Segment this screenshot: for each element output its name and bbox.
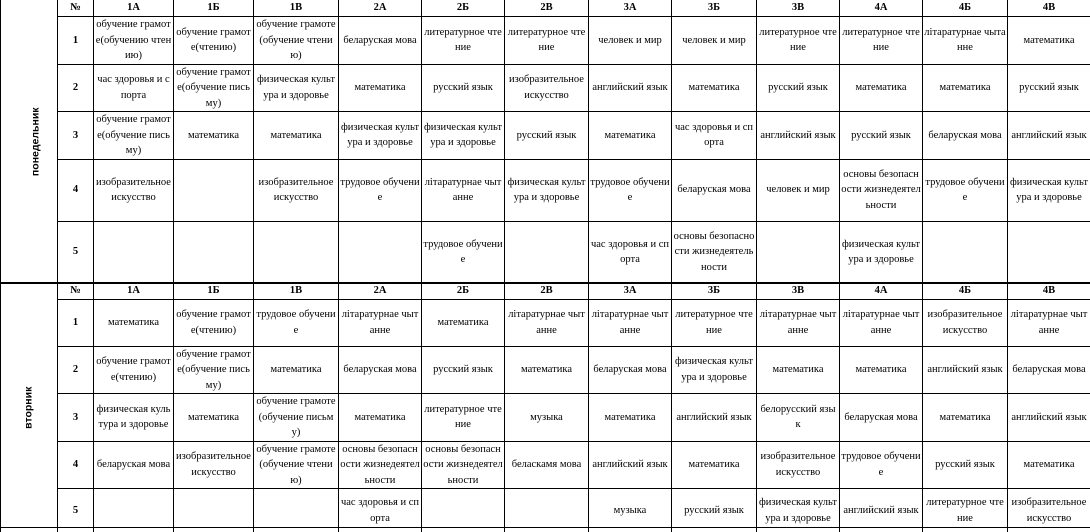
subject-cell: літаратурнае чытанне: [840, 299, 923, 346]
subject-cell: беларуская мова: [94, 441, 174, 489]
subject-cell: трудовое обучение: [589, 159, 672, 221]
subject-cell: изобразительное искусство: [923, 299, 1008, 346]
subject-cell: трудовое обучение: [339, 159, 422, 221]
subject-cell: литературное чтение: [757, 17, 840, 65]
subject-cell: обучение грамоте(обучение чтению): [254, 441, 339, 489]
subject-cell: физическая культура и здоровье: [254, 64, 339, 112]
subject-cell: человек и мир: [757, 159, 840, 221]
class-header: 1А: [94, 283, 174, 300]
timetable-tuesday: [0, 282, 1090, 532]
subject-cell: беларуская мова: [672, 159, 757, 221]
subject-cell: обучение грамоте(чтению): [174, 17, 254, 65]
subject-cell: трудовое обучение: [422, 221, 505, 283]
lesson-row: [1, 159, 1090, 221]
lesson-row: [1, 346, 1090, 394]
subject-cell: человек и мир: [672, 17, 757, 65]
subject-cell: изобразительное искусство: [1008, 489, 1090, 532]
subject-cell: беларуская мова: [589, 346, 672, 394]
subject-cell: русский язык: [422, 346, 505, 394]
class-header: 2В: [505, 0, 589, 17]
subject-cell: [339, 221, 422, 283]
subject-cell: основы безопасности жизнедеятельности: [339, 441, 422, 489]
subject-cell: физическая культура и здоровье: [840, 221, 923, 283]
subject-cell: математика: [923, 64, 1008, 112]
subject-cell: английский язык: [840, 489, 923, 532]
subject-cell: изобразительное искусство: [94, 159, 174, 221]
subject-cell: літаратурнае чытанне: [339, 299, 422, 346]
lesson-row: [1, 17, 1090, 65]
lesson-row: [1, 221, 1090, 283]
lesson-number: 2: [58, 64, 94, 112]
lesson-row: [1, 489, 1090, 532]
subject-cell: [505, 221, 589, 283]
lesson-row: [1, 394, 1090, 442]
class-header: 4Б: [923, 0, 1008, 17]
class-header: 3Б: [672, 0, 757, 17]
subject-cell: [505, 489, 589, 532]
subject-cell: літаратурнае чытанне: [757, 299, 840, 346]
lesson-number: 2: [58, 346, 94, 394]
subject-cell: математика: [339, 64, 422, 112]
subject-cell: літаратурнае чытанне: [1008, 299, 1090, 346]
class-header: 3А: [589, 283, 672, 300]
subject-cell: [174, 489, 254, 532]
subject-cell: литературное чтение: [422, 394, 505, 442]
subject-cell: обучение грамоте(обучение письму): [174, 64, 254, 112]
subject-cell: литературное чтение: [422, 17, 505, 65]
subject-cell: математика: [254, 112, 339, 160]
subject-cell: физическая культура и здоровье: [339, 112, 422, 160]
day-label: вторник: [22, 386, 35, 429]
subject-cell: обучение грамоте(обучение письму): [174, 346, 254, 394]
subject-cell: физическая культура и здоровье: [1008, 159, 1090, 221]
subject-cell: [1008, 221, 1090, 283]
class-header: 1Б: [174, 0, 254, 17]
subject-cell: английский язык: [1008, 112, 1090, 160]
subject-cell: изобразительное искусство: [505, 64, 589, 112]
lesson-number: 3: [58, 112, 94, 160]
subject-cell: [94, 221, 174, 283]
class-header: 1А: [94, 0, 174, 17]
subject-cell: музыка: [505, 394, 589, 442]
subject-cell: беларуская мова: [339, 17, 422, 65]
subject-cell: математика: [1008, 17, 1090, 65]
subject-cell: [757, 221, 840, 283]
lesson-number: 1: [58, 299, 94, 346]
lesson-number: 3: [58, 394, 94, 442]
subject-cell: обучение грамоте(обучение письму): [94, 112, 174, 160]
subject-cell: основы безопасности жизнедеятельности: [840, 159, 923, 221]
subject-cell: математика: [94, 299, 174, 346]
subject-cell: [174, 221, 254, 283]
class-header: 4В: [1008, 283, 1090, 300]
subject-cell: физическая культура и здоровье: [757, 489, 840, 532]
subject-cell: [254, 489, 339, 532]
day-cell: [1, 528, 58, 532]
subject-cell: английский язык: [757, 112, 840, 160]
lesson-number: 4: [58, 159, 94, 221]
subject-cell: трудовое обучение: [923, 159, 1008, 221]
subject-cell: час здоровья и спорта: [339, 489, 422, 532]
subject-cell: математика: [1008, 441, 1090, 489]
subject-cell: беларуская мова: [1008, 346, 1090, 394]
subject-cell: изобразительное искусство: [174, 441, 254, 489]
class-header: 4А: [840, 0, 923, 17]
subject-cell: [94, 489, 174, 532]
subject-cell: физическая культура и здоровье: [672, 346, 757, 394]
subject-cell: основы безопасности жизнедеятельности: [672, 221, 757, 283]
class-header: 2В: [505, 283, 589, 300]
subject-cell: английский язык: [1008, 394, 1090, 442]
class-header: 3А: [589, 0, 672, 17]
subject-cell: математика: [840, 64, 923, 112]
subject-cell: музыка: [589, 489, 672, 532]
subject-cell: математика: [672, 441, 757, 489]
subject-cell: английский язык: [923, 346, 1008, 394]
subject-cell: физическая культура и здоровье: [94, 394, 174, 442]
class-header: 3В: [757, 283, 840, 300]
class-header: 1В: [254, 283, 339, 300]
num-header: №: [58, 283, 94, 300]
subject-cell: литературное чтение: [505, 17, 589, 65]
class-header: 1В: [254, 0, 339, 17]
subject-cell: [254, 221, 339, 283]
subject-cell: [174, 159, 254, 221]
subject-cell: літаратурнае чытанне: [589, 299, 672, 346]
subject-cell: математика: [174, 112, 254, 160]
num-header: [58, 528, 94, 532]
subject-cell: белорусский язык: [757, 394, 840, 442]
subject-cell: беларуская мова: [339, 346, 422, 394]
subject-cell: математика: [174, 394, 254, 442]
subject-cell: русский язык: [672, 489, 757, 532]
lesson-row: [1, 112, 1090, 160]
class-header: 2А: [339, 283, 422, 300]
subject-cell: обучение грамоте(обучению чтению): [94, 17, 174, 65]
subject-cell: математика: [339, 394, 422, 442]
subject-cell: трудовое обучение: [254, 299, 339, 346]
subject-cell: беларуская мова: [923, 112, 1008, 160]
subject-cell: обучение грамоте(чтению): [94, 346, 174, 394]
subject-cell: [422, 489, 505, 532]
lesson-row: [1, 64, 1090, 112]
subject-cell: літаратурнае чытанне: [422, 159, 505, 221]
subject-cell: математика: [589, 112, 672, 160]
subject-cell: основы безопасности жизнедеятельности: [422, 441, 505, 489]
day-label-cell: [1, 283, 58, 532]
subject-cell: изобразительное искусство: [254, 159, 339, 221]
subject-cell: час здоровья и спорта: [672, 112, 757, 160]
subject-cell: обучение грамоте(чтению): [174, 299, 254, 346]
subject-cell: обучение грамоте(обучение письму): [254, 394, 339, 442]
lesson-number: 1: [58, 17, 94, 65]
subject-cell: беларуская мова: [840, 394, 923, 442]
header-row: [1, 283, 1090, 300]
subject-cell: английский язык: [589, 64, 672, 112]
subject-cell: русский язык: [505, 112, 589, 160]
class-header: 2А: [339, 0, 422, 17]
class-header: 4Б: [923, 283, 1008, 300]
subject-cell: математика: [923, 394, 1008, 442]
subject-cell: математика: [840, 346, 923, 394]
subject-cell: математика: [254, 346, 339, 394]
class-header: 4А: [840, 283, 923, 300]
next-header-row: [1, 528, 1090, 532]
class-header: 4В: [1008, 0, 1090, 17]
subject-cell: литературное чтение: [672, 299, 757, 346]
lesson-row: [1, 299, 1090, 346]
subject-cell: русский язык: [840, 112, 923, 160]
subject-cell: час здоровья и спорта: [94, 64, 174, 112]
day-label: понедельник: [29, 106, 42, 176]
subject-cell: трудовое обучение: [840, 441, 923, 489]
class-header: 2Б: [422, 0, 505, 17]
subject-cell: человек и мир: [589, 17, 672, 65]
subject-cell: обучение грамоте(обучение чтению): [254, 17, 339, 65]
class-header: 2Б: [422, 283, 505, 300]
subject-cell: літаратурнае чытанне: [505, 299, 589, 346]
subject-cell: математика: [422, 299, 505, 346]
subject-cell: математика: [757, 346, 840, 394]
subject-cell: русский язык: [1008, 64, 1090, 112]
lesson-number: 5: [58, 489, 94, 532]
day-label-cell: [1, 0, 58, 283]
subject-cell: математика: [505, 346, 589, 394]
subject-cell: физическая культура и здоровье: [505, 159, 589, 221]
lesson-number: 4: [58, 441, 94, 489]
subject-cell: физическая культура и здоровье: [422, 112, 505, 160]
subject-cell: русский язык: [422, 64, 505, 112]
subject-cell: литературное чтение: [923, 489, 1008, 532]
num-header: №: [58, 0, 94, 17]
class-header: 3В: [757, 0, 840, 17]
lesson-row: [1, 441, 1090, 489]
subject-cell: русский язык: [923, 441, 1008, 489]
subject-cell: беласкамя мова: [505, 441, 589, 489]
subject-cell: математика: [589, 394, 672, 442]
subject-cell: изобразительное искусство: [757, 441, 840, 489]
subject-cell: английский язык: [672, 394, 757, 442]
subject-cell: английский язык: [589, 441, 672, 489]
class-header: 1Б: [174, 283, 254, 300]
class-header: 3Б: [672, 283, 757, 300]
subject-cell: литературное чтение: [840, 17, 923, 65]
subject-cell: [923, 221, 1008, 283]
header-row: [1, 0, 1090, 17]
subject-cell: математика: [672, 64, 757, 112]
subject-cell: час здоровья и спорта: [589, 221, 672, 283]
timetable-next-day-header: [0, 527, 1090, 532]
subject-cell: русский язык: [757, 64, 840, 112]
subject-cell: літаратурнае чытанне: [923, 17, 1008, 65]
lesson-number: 5: [58, 221, 94, 283]
